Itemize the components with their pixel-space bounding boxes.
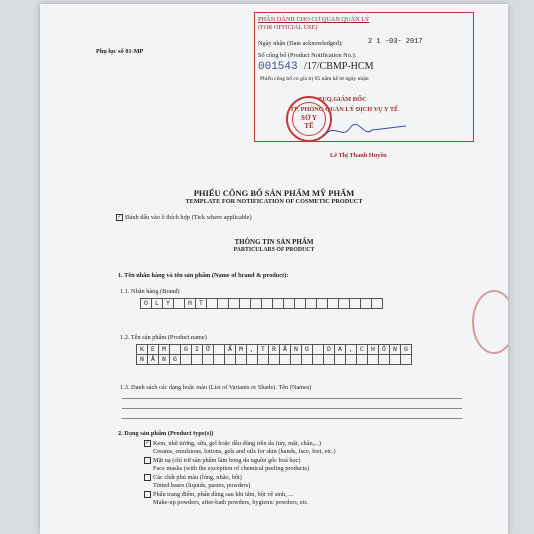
grid-cell: Ẩ bbox=[225, 345, 236, 355]
grid-cell bbox=[324, 355, 335, 365]
grid-cell: K bbox=[137, 345, 148, 355]
product-name-grid bbox=[136, 344, 412, 365]
grid-cell bbox=[258, 355, 269, 365]
grid-cell bbox=[313, 355, 324, 365]
grid-cell bbox=[302, 355, 313, 365]
type-en: Creams, emulsions, lotions, gels and oils for skin (hands, face, feet, etc.) bbox=[153, 448, 336, 455]
tick-note: ✓ Đánh dấu vào ô thích hợp (Tick where applicable) bbox=[117, 214, 252, 221]
grid-cell bbox=[240, 299, 251, 309]
variant-line-2 bbox=[122, 408, 462, 409]
grid-cell: , bbox=[346, 345, 357, 355]
grid-cell bbox=[317, 299, 328, 309]
grid-cell bbox=[280, 355, 291, 365]
grid-cell bbox=[247, 355, 258, 365]
appendix-label: Phụ lục số 01-MP bbox=[96, 48, 144, 55]
grid-cell bbox=[313, 345, 324, 355]
grid-cell bbox=[350, 299, 361, 309]
grid-cell: Ố bbox=[379, 345, 390, 355]
type-en: Face masks (with the exception of chemical peeling products) bbox=[153, 465, 309, 472]
grid-cell bbox=[218, 299, 229, 309]
checkbox-icon[interactable] bbox=[144, 491, 151, 498]
type-vi: Các chất phủ màu (lỏng, nhão, bột) bbox=[153, 474, 242, 481]
type-vi: Mặt nạ (chỉ trừ sản phẩm làm bong da nguồn gốc hoá học) bbox=[153, 457, 301, 464]
form-title-en: TEMPLATE FOR NOTIFICATION OF COSMETIC PRODUCT bbox=[185, 198, 363, 205]
grid-cell: , bbox=[247, 345, 258, 355]
product-type-item bbox=[144, 440, 336, 456]
signer-title: TUQ.GIÁM ĐỐC bbox=[318, 96, 367, 103]
grid-cell: Ắ bbox=[280, 345, 291, 355]
grid-cell: N bbox=[159, 355, 170, 365]
particulars-title-en: PARTICULARS OF PRODUCT bbox=[233, 247, 315, 253]
grid-cell: G bbox=[401, 345, 412, 355]
partial-stamp bbox=[472, 290, 508, 354]
grid-cell bbox=[361, 299, 372, 309]
grid-cell bbox=[335, 355, 346, 365]
grid-cell: D bbox=[324, 345, 335, 355]
stamp-label: SỞ Y TẾ bbox=[301, 114, 317, 130]
signature-icon bbox=[320, 120, 410, 144]
grid-cell bbox=[368, 355, 379, 365]
grid-cell: Y bbox=[163, 299, 174, 309]
number-value: 001543 bbox=[258, 61, 298, 73]
product-type-item bbox=[144, 474, 336, 490]
brand-grid bbox=[140, 298, 383, 309]
section-2-heading: 2. Dạng sản phẩm (Product type(s)) bbox=[118, 430, 214, 437]
number-label: Số công bố (Product Notification No.): bbox=[258, 52, 357, 59]
official-title-en: (FOR OFFICIAL USE) bbox=[258, 24, 318, 31]
grid-cell bbox=[181, 355, 192, 365]
grid-cell: T bbox=[196, 299, 207, 309]
official-title: PHẦN DÀNH CHO CƠ QUAN QUẢN LÝ bbox=[258, 16, 370, 23]
type-en: Make-up powders, after-bath powders, hygienic powders, etc. bbox=[153, 499, 309, 506]
grid-cell bbox=[174, 299, 185, 309]
grid-cell: A bbox=[335, 345, 346, 355]
grid-cell bbox=[225, 355, 236, 365]
grid-cell: G bbox=[170, 355, 181, 365]
grid-cell bbox=[273, 299, 284, 309]
signer-name: Lê Thị Thanh Huyền bbox=[330, 152, 387, 159]
grid-cell: E bbox=[148, 345, 159, 355]
grid-cell bbox=[372, 299, 383, 309]
grid-cell bbox=[357, 355, 368, 365]
grid-cell: Ữ bbox=[203, 345, 214, 355]
grid-cell: I bbox=[192, 345, 203, 355]
grid-cell: T bbox=[258, 345, 269, 355]
signer-title-2: TP. PHÒNG QUẢN LÝ DỊCH VỤ Y TẾ bbox=[290, 106, 399, 113]
checkbox-icon[interactable]: ✓ bbox=[145, 441, 150, 447]
grid-cell: M bbox=[159, 345, 170, 355]
grid-cell bbox=[229, 299, 240, 309]
grid-cell bbox=[379, 355, 390, 365]
grid-cell bbox=[339, 299, 350, 309]
grid-cell bbox=[214, 345, 225, 355]
grid-cell bbox=[236, 355, 247, 365]
product-type-item bbox=[144, 491, 336, 507]
grid-cell bbox=[203, 355, 214, 365]
date-label: Ngày nhận (Date acknowledged): bbox=[258, 40, 343, 47]
grid-cell: O bbox=[141, 299, 152, 309]
grid-cell: L bbox=[152, 299, 163, 309]
checkbox-icon[interactable] bbox=[144, 457, 151, 464]
grid-cell bbox=[390, 355, 401, 365]
grid-cell bbox=[192, 355, 203, 365]
grid-cell bbox=[251, 299, 262, 309]
type-en: Tinted bases (liquids, pastes, powders) bbox=[153, 482, 251, 489]
grid-cell: M bbox=[236, 345, 247, 355]
section-1-2-label: 1.2. Tên sản phẩm (Product name) bbox=[120, 334, 207, 341]
grid-cell bbox=[284, 299, 295, 309]
grid-cell: Ắ bbox=[148, 355, 159, 365]
grid-cell bbox=[262, 299, 273, 309]
validity-note: Phiếu công bố có giá trị 05 năm kể từ ngày nhận bbox=[260, 76, 369, 82]
grid-cell bbox=[306, 299, 317, 309]
grid-cell: H bbox=[185, 299, 196, 309]
grid-cell: H bbox=[368, 345, 379, 355]
document-page bbox=[40, 4, 508, 534]
grid-cell bbox=[291, 355, 302, 365]
type-vi: Kem, nhũ tương, sữa, gel hoặc dầu dùng trên da (tay, mặt, chân,...) bbox=[153, 440, 321, 447]
checkbox-icon[interactable] bbox=[144, 474, 151, 481]
grid-cell: N bbox=[137, 355, 148, 365]
type-vi: Phấn trang điểm, phấn dùng sau khi tắm, bột vệ sinh, ... bbox=[153, 491, 294, 498]
grid-cell bbox=[207, 299, 218, 309]
grid-cell: N bbox=[291, 345, 302, 355]
form-title: PHIẾU CÔNG BỐ SẢN PHẨM MỸ PHẨM bbox=[193, 188, 355, 198]
grid-cell: C bbox=[357, 345, 368, 355]
particulars-title: THÔNG TIN SẢN PHẨM bbox=[234, 238, 314, 246]
grid-cell bbox=[328, 299, 339, 309]
grid-cell: G bbox=[181, 345, 192, 355]
section-1-3-label: 1.3. Danh sách các dạng hoặc màu (List of Variants or Shade). Tên (Names) bbox=[120, 384, 312, 391]
grid-cell: G bbox=[302, 345, 313, 355]
section-1-heading: 1. Tên nhãn hàng và tên sản phẩm (Name of brand & product): bbox=[118, 272, 289, 279]
grid-cell: N bbox=[390, 345, 401, 355]
section-1-1-label: 1.1. Nhãn hàng (Brand) bbox=[120, 288, 180, 295]
variant-line-3 bbox=[122, 418, 462, 419]
grid-cell bbox=[295, 299, 306, 309]
product-type-item bbox=[144, 457, 336, 473]
grid-cell: R bbox=[269, 345, 280, 355]
grid-cell bbox=[401, 355, 412, 365]
grid-cell bbox=[269, 355, 280, 365]
grid-cell bbox=[170, 345, 181, 355]
grid-cell bbox=[214, 355, 225, 365]
variant-line-1 bbox=[122, 398, 462, 399]
number-suffix: /17/CBMP-HCM bbox=[304, 61, 374, 72]
grid-cell bbox=[346, 355, 357, 365]
date-value: 2 1 -03- 2017 bbox=[368, 38, 423, 46]
product-type-list bbox=[144, 440, 336, 508]
